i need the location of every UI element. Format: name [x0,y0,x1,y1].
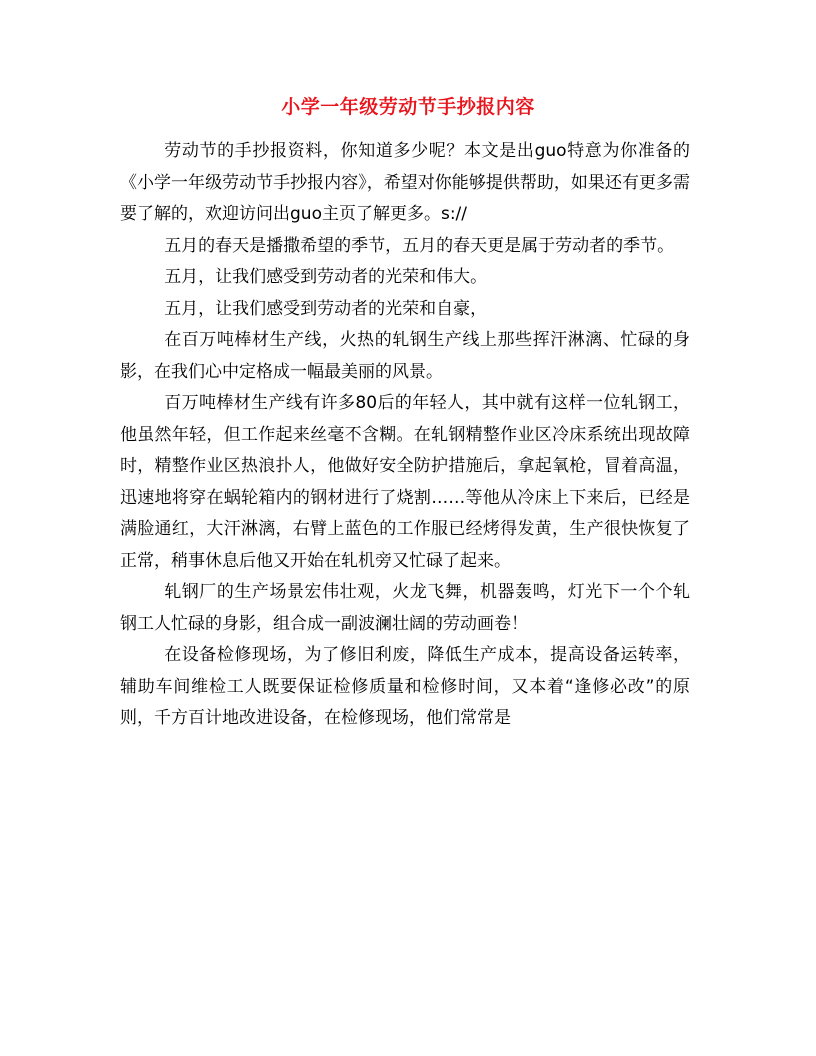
paragraph: 在百万吨棒材生产线，火热的轧钢生产线上那些挥汗淋漓、忙碌的身影，在我们心中定格成一幅最美丽的风景。 [120,330,690,382]
paragraph: 百万吨棒材生产线有许多80后的年轻人，其中就有这样一位轧钢工，他虽然年轻，但工作起来丝毫不含糊。在轧钢精整作业区冷床系统出现故障时，精整作业区热浪扑人，他做好安全防护措施后，拿起氧枪，冒着高温，迅速地将穿在蜗轮箱内的钢材进行了烧割……等他从冷床上下来后，已经是满脸通红，大汗淋漓，右臂上蓝色的工作服已经烤得发黄，生产很快恢复了正常，稍事休息后他又开始在轧机旁又忙碌了起来。 [120,393,690,571]
paragraph: 在设备检修现场，为了修旧利废，降低生产成本，提高设备运转率，辅助车间维检工人既要保证检修质量和检修时间，又本着“逢修必改”的原则，千方百计地改进设备，在检修现场，他们常常是 [120,645,690,728]
document-title: 小学一年级劳动节手抄报内容 [281,96,535,118]
paragraph: 五月，让我们感受到劳动者的光荣和自豪， [164,298,488,319]
paragraph: 劳动节的手抄报资料，你知道多少呢？本文是出guo特意为你准备的《小学一年级劳动节手抄报内容》，希望对你能够提供帮助，如果还有更多需要了解的，欢迎访问出guo主页了解更多。s:// [120,141,690,224]
paragraph: 五月的春天是播撒希望的季节，五月的春天更是属于劳动者的季节。 [164,235,675,256]
paragraph: 五月，让我们感受到劳动者的光荣和伟大。 [164,267,488,287]
document-body [120,136,690,735]
paragraph: 轧钢厂的生产场景宏伟壮观，火龙飞舞，机器轰鸣，灯光下一个个轧钢工人忙碌的身影，组合成一副波澜壮阔的劳动画卷！ [120,582,690,634]
